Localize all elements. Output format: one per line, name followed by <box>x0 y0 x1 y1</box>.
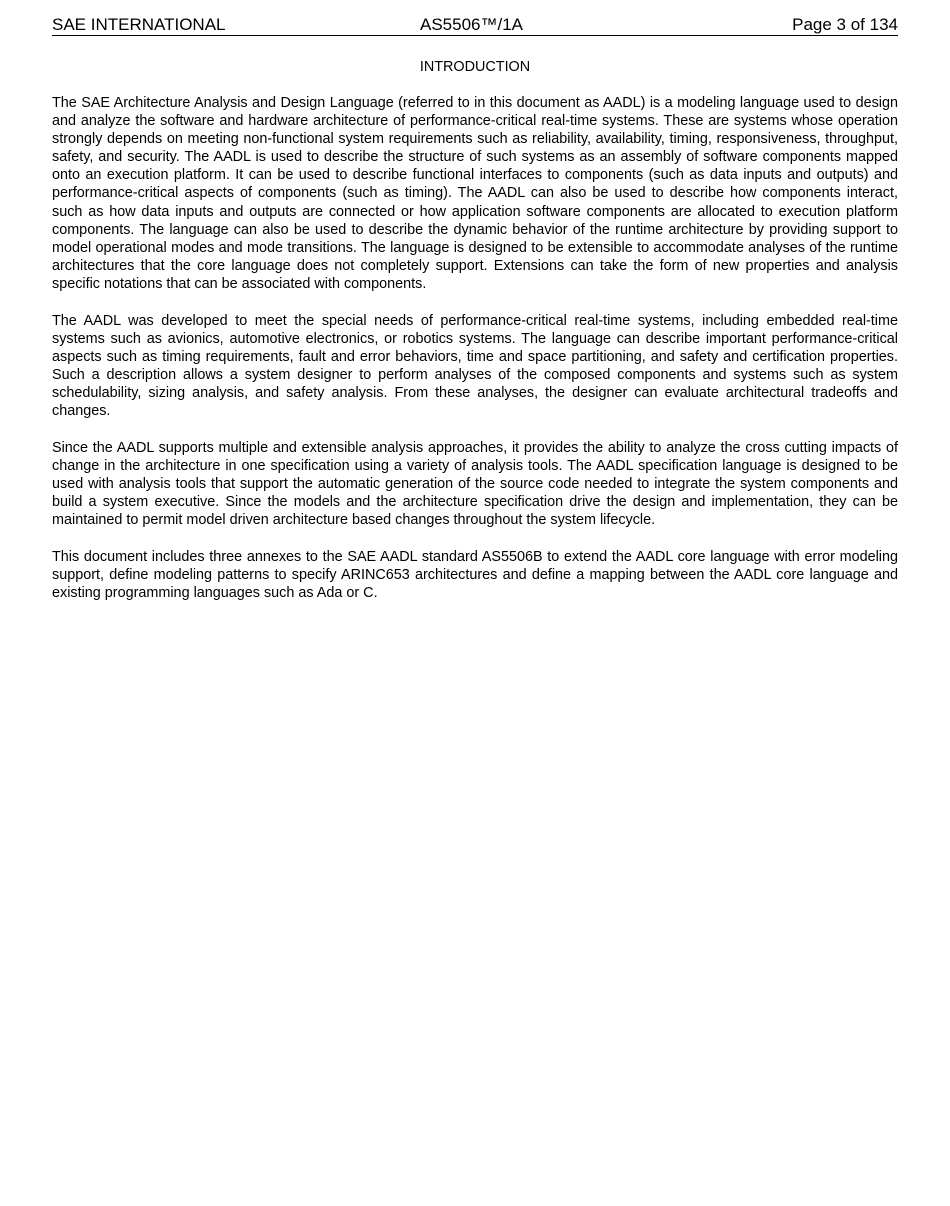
page-header <box>52 14 898 36</box>
header-document-id: AS5506™/1A <box>420 15 524 34</box>
paragraph-4: This document includes three annexes to the SAE AADL standard AS5506B to extend the AADL core language with error modeling support, define modeling patterns to specify ARINC653 architectures and define a mapping between the AADL core language and existing programming languages such as Ada or C. <box>52 548 898 601</box>
header-organization: SAE INTERNATIONAL <box>52 15 226 34</box>
paragraph-2: The AADL was developed to meet the special needs of performance-critical real-time systems, including embedded real-time systems such as avionics, automotive electronics, or robotics systems. The language can describe important performance-critical aspects such as timing requirements, fault and error behaviors, time and space partitioning, and safety and certification properties. Such a description allows a system designer to perform analyses of the composed components and systems such as system schedulability, sizing analysis, and safety analysis. From these analyses, the designer can evaluate architectural tradeoffs and changes. <box>52 312 898 419</box>
section-title: INTRODUCTION <box>419 59 531 75</box>
paragraph-1: The SAE Architecture Analysis and Design Language (referred to in this document as AADL) is a modeling language used to design and analyze the software and hardware architecture of performance-critical real-time systems. These are systems whose operation strongly depends on meeting non-functional system requirements such as reliability, availability, timing, responsiveness, throughput, safety, and security. The AADL is used to describe the structure of such systems as an assembly of software components mapped onto an execution platform. It can be used to describe functional interfaces to components (such as data inputs and outputs) and performance-critical aspects of components (such as timing). The AADL can also be used to describe how components interact, such as how data inputs and outputs are connected or how application software components are allocated to execution platform components. The language can also be used to describe the dynamic behavior of the runtime architecture by providing support to model operational modes and mode transitions. The language is designed to be extensible to accommodate analyses of the runtime architectures that the core language does not completely support. Extensions can take the form of new properties and analysis specific notations that can be associated with components. <box>52 95 898 292</box>
paragraph-3: Since the AADL supports multiple and extensible analysis approaches, it provides the ability to analyze the cross cutting impacts of change in the architecture in one specification using a variety of analysis tools. The AADL specification language is designed to be used with analysis tools that support the automatic generation of the source code needed to integrate the system components and build a system executive. Since the models and the architecture specification drive the design and implementation, they can be maintained to permit model driven architecture based changes throughout the system lifecycle. <box>52 439 898 528</box>
document-page <box>52 14 898 620</box>
header-page-number: Page 3 of 134 <box>792 15 898 34</box>
